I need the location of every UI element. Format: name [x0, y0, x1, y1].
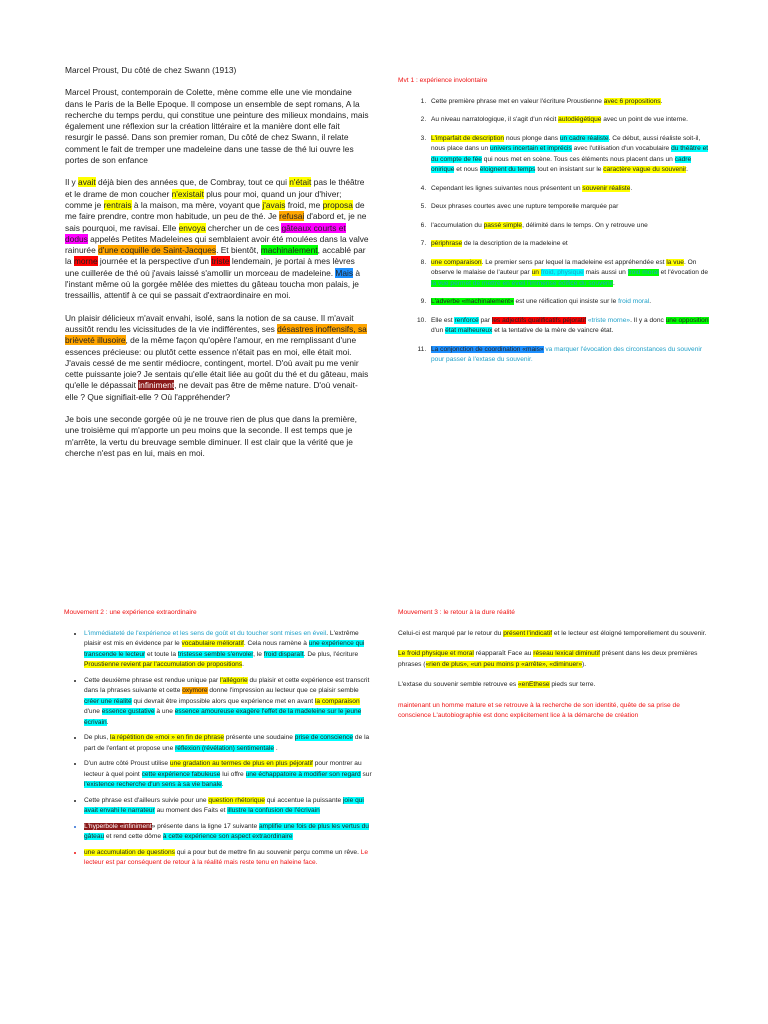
text-segment: » présente dans la ligne 17 suivante	[151, 822, 260, 830]
text-segment: , accablé par la	[65, 245, 366, 267]
movement-2-list	[64, 629, 374, 869]
text-segment: qui devrait être impossible alors que expérience met en avant	[131, 697, 315, 705]
highlighted-phrase: cadre onirique	[431, 155, 692, 173]
text-segment: et l'évocation de	[658, 269, 709, 276]
text-segment: donne l'impression au lecteur que ce plaisir semble	[207, 687, 359, 694]
text-segment: de me faire prendre, contre mon habitude, un peu de thé. Je	[65, 199, 365, 222]
text-segment: Celui-ci est marqué par le retour du	[398, 629, 504, 637]
text-segment: pour montrer au lecteur à quel point	[84, 760, 362, 778]
highlighted-phrase: désastres inoffensifs, sa brièveté illusoire	[65, 323, 367, 346]
text-segment: D'un autre côté Proust utilise	[84, 760, 170, 767]
highlighted-phrase: du théâtre et du compte de fée	[431, 145, 709, 163]
analysis-item	[428, 184, 710, 195]
text-segment: de la part de l'enfant et propose une	[84, 734, 370, 752]
highlighted-phrase: infiniment	[138, 380, 175, 391]
text-segment: De plus,	[84, 734, 111, 741]
movement-3-paragraph-3	[398, 680, 710, 691]
text-segment: .	[649, 298, 652, 305]
highlighted-phrase: une expérience qui transcende le lecteur	[84, 640, 365, 658]
highlighted-phrase: Mais	[335, 267, 354, 278]
text-segment: Cette phrase est d'ailleurs suivie pour une	[84, 796, 209, 804]
highlighted-phrase: avec 6 propositions	[603, 97, 661, 105]
text-segment: avec l'utilisation d'un vocabulaire	[571, 145, 672, 152]
text-segment: va marquer l'évocation des circonstances du souvenir pour passer à l'extase du souvenir.	[431, 345, 703, 363]
highlighted-phrase: essence amoureuse exagère l'effet de la madeleine sur le jeune écrivain	[84, 708, 362, 726]
text-segment: , ne devait pas être de même nature. D'où venait-elle ? Que signifiait-elle ? Où l'appréhender?	[65, 380, 358, 402]
text-segment: .	[612, 279, 615, 287]
highlighted-phrase: l'existence recherche d'un sens à sa vie banale	[84, 781, 222, 788]
highlighted-phrase: la vue	[666, 258, 684, 266]
highlighted-phrase: tristesse semble s'envoler	[177, 650, 254, 658]
text-segment: «triste morne»	[586, 316, 631, 324]
text-segment: du plaisir et cette expérience est transcrit dans la phrases suivante et cette	[84, 676, 370, 694]
text-segment: présente une soudaine	[224, 734, 295, 741]
highlighted-phrase: oxymore	[182, 687, 208, 694]
analysis-item	[428, 115, 710, 126]
analysis-bullet	[84, 629, 374, 671]
highlighted-phrase: d'une coquille de Saint-Jacques	[98, 245, 217, 256]
text-segment: Cependant les lignes suivantes nous présentent un	[431, 184, 583, 192]
highlighted-phrase: vocabulaire mélioratif	[181, 640, 244, 647]
text-segment: lendemain, je portai à mes lèvres une cuillerée de thé où j'avais laissé s'amollir un morceau de madeleine.	[65, 256, 355, 278]
highlighted-phrase: froid moral	[627, 269, 659, 276]
text-segment: et toute la	[145, 650, 178, 658]
highlighted-phrase: état malheureux	[445, 327, 493, 334]
highlighted-phrase: froid, physique	[540, 269, 584, 276]
text-segment: à l'instant même où la gorgée mêlée des miettes du gâteau toucha mon palais, je tressaillis, attentif à ce qui se passait d'extraordinaire en moi.	[65, 267, 361, 301]
highlighted-phrase: la répétition de «moi » en fin de phrase	[110, 734, 225, 741]
text-segment: et la tentative de la mère de vaincre état.	[492, 327, 614, 334]
text-segment: froid moral	[618, 298, 650, 305]
highlighted-phrase: réseau lexical diminutif	[533, 650, 600, 657]
text-segment: . L'extrême plaisir est mis en évidence par le	[84, 629, 359, 647]
text-segment: Un plaisir délicieux m'avait envahi, isolé, sans la notion de sa cause. Il m'avait aussitôt rendu les vicissitudes de la vie indifférentes, ses	[65, 312, 354, 334]
text-segment: .	[274, 744, 278, 752]
text-segment: à une	[154, 708, 175, 715]
highlighted-phrase: Proustienne revient par l'accumulation de propositions	[84, 661, 243, 668]
text-segment: . Il y a donc	[630, 316, 666, 324]
movement-1-list	[398, 97, 710, 366]
text-segment: .	[686, 166, 688, 173]
movement-3-title: Mouvement 3 : le retour à la dure réalité	[398, 609, 515, 616]
text-segment: lui offre	[220, 770, 246, 778]
highlighted-phrase: une comparaison	[431, 258, 482, 266]
highlighted-phrase: une gradation au termes de plus en plus péjoratif	[169, 760, 313, 767]
text-segment: . Et bientôt,	[216, 245, 261, 256]
highlighted-phrase: une accumulation de questions	[84, 848, 175, 856]
text-segment: , de la même façon qu'opère l'amour, en me remplissant d'une essences précieuse: ou plutôt cette essence n'était pas en moi, elle était moi. J'avais cessé de me sentir médiocre, contingent, mortel. D'où avait pu me venir cette puissante joie? Je sentais qu'elle était liée au goût du thé et du gâteau, mais qu'elle le dépassait	[65, 335, 369, 391]
text-segment: d'une	[84, 708, 102, 715]
highlighted-phrase: la comparaison	[314, 697, 360, 705]
highlighted-phrase: un	[531, 269, 541, 276]
highlighted-phrase: avait	[78, 177, 96, 188]
movement-3-analysis	[398, 608, 710, 732]
highlighted-phrase: machinalement	[260, 245, 318, 256]
text-segment: avec un point de vue interne.	[601, 116, 688, 123]
highlighted-phrase: cette expérience fabuleuse	[141, 770, 221, 778]
text-segment: et nous	[454, 166, 480, 173]
movement-1-analysis	[398, 76, 710, 374]
highlighted-phrase: créer une réalité	[84, 697, 132, 705]
analysis-item	[428, 239, 710, 250]
analysis-bullet	[84, 733, 374, 754]
text-segment: Au niveau narratologique, il s'agit d'un récit	[431, 116, 559, 123]
highlighted-phrase: l'allégorie	[220, 676, 248, 684]
highlighted-phrase: passé simple	[483, 221, 523, 229]
text-segment: nous plonge dans	[504, 134, 560, 142]
highlighted-phrase: «rien de plus», «un peu moins p «arrête», «diminuer»	[425, 660, 583, 668]
text-segment: .	[242, 661, 244, 668]
highlighted-phrase: question rhétorique	[208, 796, 265, 804]
text-segment: . Ce début, aussi réaliste soit-il, nous place dans un	[431, 134, 701, 152]
highlighted-phrase: refusai	[279, 211, 305, 222]
text-segment: Cette deuxième phrase est rendue unique par	[84, 676, 220, 684]
text-segment: est une réification qui insiste sur le	[513, 298, 619, 305]
text-segment: .	[221, 781, 224, 788]
movement-1-title: Mvt 1 : expérience involontaire	[398, 77, 488, 84]
highlighted-phrase: les adjectifs qualificatifs péjoratif	[491, 316, 587, 324]
movement-3-paragraph-2	[398, 649, 710, 670]
highlighted-phrase: gâteaux courts et dodus	[65, 222, 346, 244]
text-segment: qui a pour but de mettre fin au souvenir perçu comme un rêve.	[174, 848, 361, 856]
highlighted-phrase: renforcé	[454, 316, 479, 324]
analysis-item	[428, 316, 710, 337]
text-segment: Le lecteur est par conséquent de retour à la réalité mais reste tenu en haleine face.	[84, 848, 369, 866]
text-segment: .	[630, 184, 633, 192]
text-segment: Elle est	[431, 316, 455, 324]
highlighted-phrase: la vue permet de mettre en éveil l'immense édifice du souvenir	[431, 279, 613, 287]
highlighted-phrase: univers incertain et imprécis	[490, 145, 572, 152]
highlighted-phrase: périphrase	[431, 240, 463, 247]
highlighted-phrase: à cette expérience son aspect extraordinaire	[162, 833, 293, 840]
text-segment: mais aussi un	[583, 269, 628, 276]
text-segment: pas le théâtre et le drame de mon coucher	[65, 177, 365, 199]
text-segment: L'immédiateté de l'expérience et les sens de goût et du toucher sont mises en éveil	[84, 629, 327, 637]
highlighted-phrase: un cadre réaliste	[559, 134, 609, 142]
highlighted-phrase: n'était	[289, 177, 312, 188]
highlighted-phrase: une opposition	[665, 316, 709, 324]
text-segment: pieds sur terre.	[549, 681, 596, 688]
text-segment: à la maison, ma mère, voyant que	[131, 199, 263, 210]
analysis-item	[428, 297, 710, 308]
analysis-bullet	[84, 759, 374, 791]
text-segment: Cette première phrase met en valeur l'écriture Proustienne	[431, 97, 604, 105]
highlighted-phrase: triste	[211, 256, 230, 267]
highlighted-phrase: «enEthese	[518, 681, 550, 688]
analysis-item	[428, 221, 710, 232]
text-segment: .	[660, 97, 663, 105]
analysis-item	[428, 134, 710, 176]
movement-3-paragraph-4: maintenant un homme mature et se retrouve à la recherche de son identité, quête de sa prise de conscience L'autobiographie est donc explicitement lice à la démarche de création	[398, 701, 680, 719]
text-segment: L'extase du souvenir semble retrouve es	[398, 681, 519, 688]
highlighted-phrase: L'adverbe «machinalement»	[431, 298, 514, 305]
text-segment: tout en insistant sur le	[535, 166, 604, 173]
highlighted-phrase: j'avais	[262, 199, 286, 210]
analysis-bullet	[84, 796, 374, 817]
text-segment: et le lecteur est éloigné temporellement du souvenir.	[552, 629, 707, 637]
movement-2-analysis	[64, 608, 374, 874]
text-segment: qui accentue la puissante	[264, 796, 343, 804]
text-segment: sur	[360, 770, 372, 778]
text-segment: . Le premier sens par lequel la madeleine est appréhendée est	[481, 258, 667, 266]
analysis-item	[428, 345, 710, 366]
text-segment: appelés Petites Madeleines qui semblaient avoir été moulées dans la valve rainurée	[65, 233, 369, 256]
text-segment: de la description de la madeleine et	[462, 240, 568, 247]
text-segment: plus pour moi, quand un jour d'hiver; comme je	[65, 188, 342, 210]
analysis-bullet	[84, 676, 374, 729]
text-segment: , délimité dans le temps. On y retrouve une	[522, 221, 648, 229]
highlighted-phrase: La conjonction de coordination «mais»	[431, 345, 544, 353]
text-segment: déjà bien des années que, de Combray, tout ce qui	[95, 177, 290, 188]
highlighted-phrase: morne	[73, 256, 98, 267]
text-segment: froid, me	[285, 199, 323, 210]
text-segment: d'un	[431, 327, 446, 334]
highlighted-phrase: prise de conscience	[294, 734, 354, 741]
highlighted-phrase: rentrais	[103, 199, 132, 210]
text-paragraph-1	[65, 177, 370, 301]
intro-paragraph: Marcel Proust, contemporain de Colette, mène comme elle une vie mondaine dans le Paris de la Belle Epoque. Il compose un ensemble de sept romans, A la recherche du temps perdu, qui constitue une peinture des milieux mondains, mais également une réflexion sur la création littéraire et la manière dont elle fait resurgir le passé. Dans son premier roman, Du côté de chez Swann, il relate comment le fait de tremper une madeleine dans une tasse de thé lui ouvre les portes de son enfance	[65, 87, 369, 166]
text-segment: . Cela nous ramène à	[243, 640, 309, 647]
highlighted-phrase: L'hyperbole «infiniment	[84, 822, 152, 830]
text-segment: Il y	[65, 177, 79, 188]
highlighted-phrase: n'existait	[171, 188, 204, 199]
highlighted-phrase: proposa	[322, 199, 353, 210]
text-segment: .	[106, 718, 109, 726]
highlighted-phrase: essence gustative	[101, 708, 155, 715]
highlighted-phrase: amplifie une fois de plus les vertus du gâteau	[84, 822, 369, 840]
analysis-bullet	[84, 822, 374, 843]
highlighted-phrase: présent l'indicatif	[503, 629, 553, 637]
analysis-item	[428, 97, 710, 108]
highlighted-phrase: joie qui avait envahi le narrateur	[84, 796, 364, 814]
highlighted-phrase: caractère vague du souvenir	[603, 166, 687, 173]
analysis-item	[428, 258, 710, 290]
text-segment: , le	[253, 650, 264, 658]
movement-3-paragraph-1	[398, 629, 710, 640]
source-text-column	[65, 65, 370, 470]
highlighted-phrase: envoya	[178, 222, 206, 233]
text-segment: ).	[582, 660, 587, 668]
text-segment: . On observe le malaise de l'auteur par	[431, 258, 697, 276]
text-segment: journée et la perspective d'un	[97, 256, 212, 267]
text-segment: l'accumulation du	[431, 221, 484, 229]
text-segment: chercher un de ces	[205, 222, 282, 233]
analysis-item	[428, 202, 710, 213]
highlighted-phrase: L'imparfait de description	[431, 134, 505, 142]
analysis-bullet	[84, 848, 374, 869]
highlighted-phrase: une échappatoire à modifier son regard	[245, 770, 361, 778]
text-segment: et rend cette dôme	[104, 833, 163, 840]
text-segment: . De plus, l'écriture	[303, 650, 359, 658]
highlighted-phrase: autodiégétique	[558, 116, 602, 123]
text-segment: présent dans les deux premières phrases (	[398, 650, 698, 668]
highlighted-phrase: souvenir réaliste	[582, 184, 631, 192]
text-segment: Deux phrases courtes avec une rupture temporelle marquée par	[431, 203, 619, 210]
movement-2-title: Mouvement 2 : une expérience extraordinaire	[64, 609, 197, 616]
text-segment: réapparaît Face au	[473, 650, 534, 657]
highlighted-phrase: éloignent du temps	[479, 166, 536, 173]
text-segment: d'abord et, je ne sais pourquoi, me ravisai. Elle	[65, 211, 367, 233]
text-paragraph-3: Je bois une seconde gorgée où je ne trouve rien de plus que dans la première, une troisième qui m'apporte un peu moins que la seconde. Il est temps que je m'arrête, la vertu du breuvage semble diminuer. Il est clair que la vérité que je cherche n'est pas en lui, mais en moi.	[65, 414, 357, 458]
document-title: Marcel Proust, Du côté de chez Swann (1913)	[65, 65, 237, 75]
highlighted-phrase: Le froid physique et moral	[398, 650, 474, 657]
text-segment: qui nous met en scène. Tous ces éléments nous placent dans un	[481, 155, 675, 163]
text-segment: par	[478, 316, 492, 324]
highlighted-phrase: réflexion (révélation) sentimentale	[175, 744, 275, 752]
text-segment: au moment des Faits et	[154, 807, 228, 814]
text-paragraph-2	[65, 313, 370, 403]
highlighted-phrase: illustre la confusion de l'écrivain	[227, 807, 320, 814]
highlighted-phrase: froid disparaît	[263, 650, 304, 658]
